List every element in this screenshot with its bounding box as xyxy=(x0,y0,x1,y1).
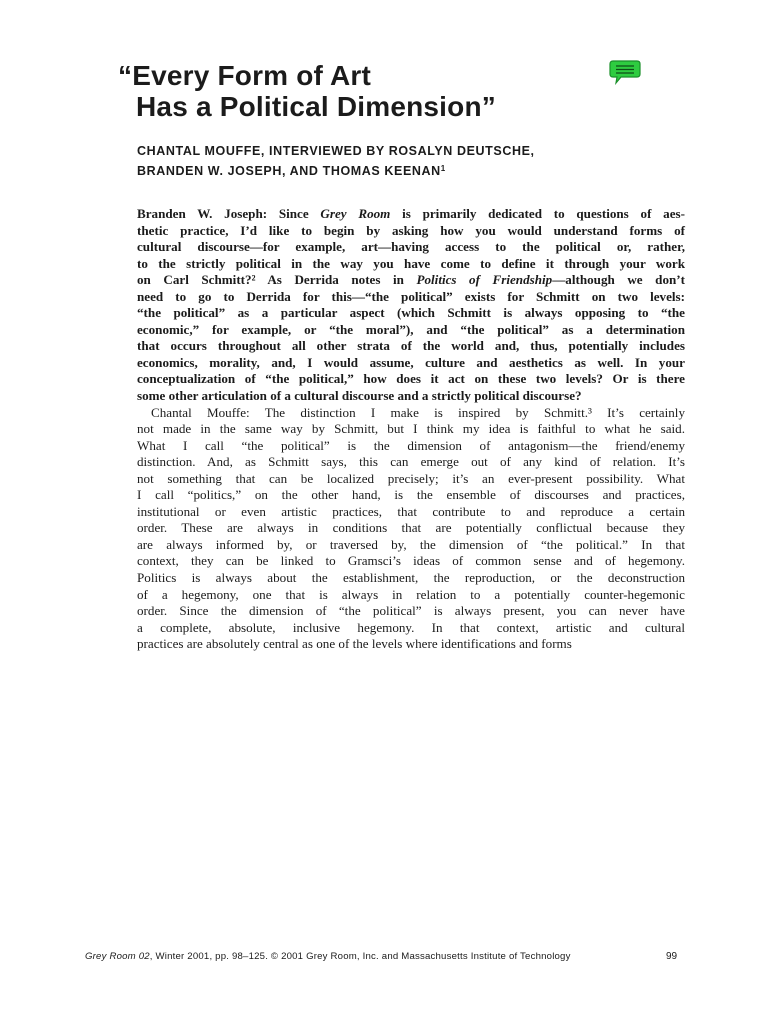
question-line: economic,” for example, or “the moral”), and “the political” as a determination xyxy=(137,321,685,337)
question-line: to the strictly political in the way you have come to define it through your work xyxy=(137,255,685,271)
answer-line: order. Since the dimension of “the political” is always present, you can never have xyxy=(137,603,685,619)
question-line: “the political” as a particular aspect (which Schmitt is always opposing to “the xyxy=(137,305,685,321)
footnote-marker[interactable]: 1 xyxy=(440,164,446,173)
title-line-1: “Every Form of Art xyxy=(118,60,372,91)
answer-line: order. These are always in conditions that are potentially conflictual because they xyxy=(137,520,685,536)
answer-line: not something that can be localized precisely; it’s an ever-present possibility. What xyxy=(137,470,685,486)
answer-line: a complete, absolute, inclusive hegemony. In that context, artistic and cultural xyxy=(137,619,685,635)
answer-line: distinction. And, as Schmitt says, this can emerge out of any kind of relation. It’s xyxy=(137,454,685,470)
answer-line: context, they can be linked to Gramsci’s ideas of common sense and of hegemony. xyxy=(137,553,685,569)
question-line: some other articulation of a cultural discourse and a strictly political discourse? xyxy=(137,388,582,404)
answer-line: of a hegemony, one that is always in relation to a potentially counter-hegemonic xyxy=(137,586,685,602)
answer-line: practices are absolutely central as one of the levels where identifications and forms xyxy=(137,636,572,652)
question-line: economics, morality, and, I would assume, culture and aesthetics as well. In your xyxy=(137,354,685,370)
answer-line: institutional or even artistic practices, that contribute to and reproduce a certain xyxy=(137,503,685,519)
question-line: need to go to Derrida for this—“the political” exists for Schmitt on two levels: xyxy=(137,288,685,304)
answer-line: not made in the same way by Schmitt, but I think my idea is faithful to what he said. xyxy=(137,421,685,437)
question-line: Branden W. Joseph: Since Grey Room is primarily dedicated to questions of aes- xyxy=(137,206,685,221)
article-title xyxy=(118,60,618,122)
answer-line: are always informed by, or traversed by, the dimension of “the political.” In that xyxy=(137,536,685,552)
question-line: thetic practice, I’d like to begin by asking how you would understand forms of xyxy=(137,222,685,238)
article-body xyxy=(137,206,685,653)
answer-line: Politics is always about the establishment, the reproduction, or the deconstruction xyxy=(137,570,685,586)
answer-paragraph xyxy=(137,405,685,653)
title-line-2: Has a Political Dimension” xyxy=(136,91,496,122)
page-number: 99 xyxy=(666,951,678,962)
question-paragraph xyxy=(137,206,685,405)
byline xyxy=(137,142,637,180)
question-line: that occurs throughout all other strata of the world and, thus, potentially includes xyxy=(137,338,685,354)
answer-line: What I call “the political” is the dimension of antagonism—the friend/enemy xyxy=(137,437,685,453)
byline-line-2: BRANDEN W. JOSEPH, AND THOMAS KEENAN$^1$ xyxy=(137,164,446,178)
answer-line: Chantal Mouffe: The distinction I make is inspired by Schmitt.³ It’s certainly xyxy=(151,404,685,420)
footer-citation: Grey Room 02, Winter 2001, pp. 98–125. © 2001 Grey Room, Inc. and Massachusetts Institute of Technology xyxy=(85,951,571,962)
question-line: conceptualization of “the political,” how does it act on these two levels? Or is there xyxy=(137,371,685,387)
question-line: cultural discourse—for example, art—having access to the political or, rather, xyxy=(137,239,685,255)
comment-icon[interactable] xyxy=(609,59,641,85)
question-line: on Carl Schmitt?² As Derrida notes in Politics of Friendship—although we don’t xyxy=(137,272,685,288)
answer-line: I call “politics,” on the other hand, is the ensemble of discourses and practices, xyxy=(137,487,685,503)
byline-line-1: CHANTAL MOUFFE, INTERVIEWED BY ROSALYN DEUTSCHE, xyxy=(137,144,535,158)
